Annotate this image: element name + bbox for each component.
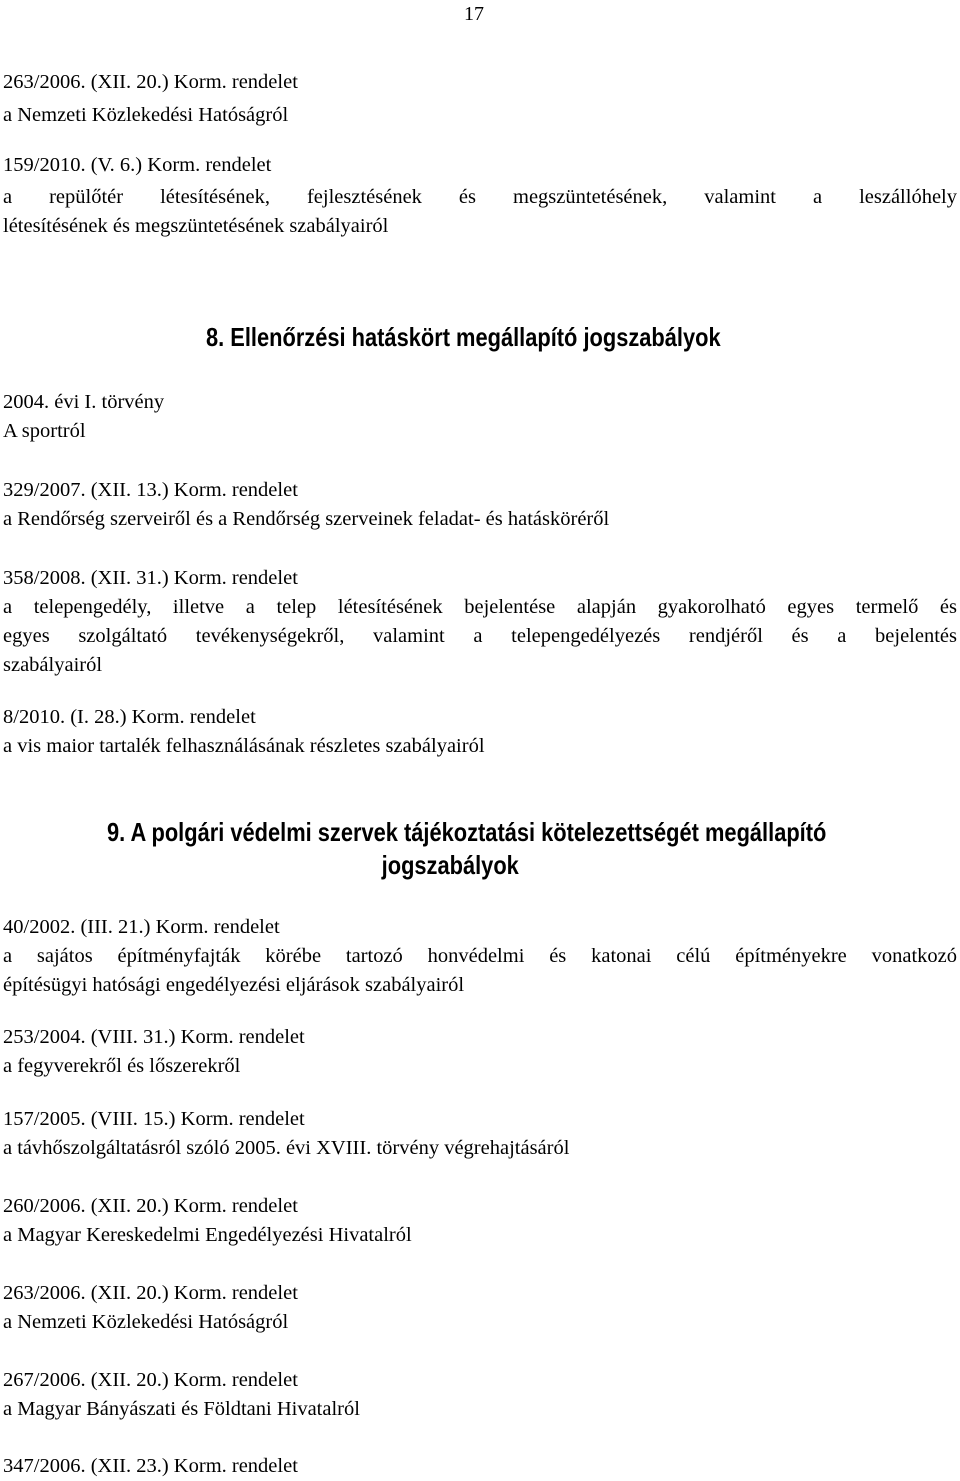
regulation-title: a távhőszolgáltatásról szóló 2005. évi XVIII. törvény végrehajtásáról	[3, 1137, 570, 1159]
regulation-title-line: építésügyi hatósági engedélyezési eljárások szabályairól	[3, 974, 465, 996]
regulation-title-line: létesítésének és megszüntetésének szabályairól	[3, 215, 389, 237]
regulation-title: a Rendőrség szerveiről és a Rendőrség szerveinek feladat- és hatásköréről	[3, 508, 610, 530]
regulation-reference: 347/2006. (XII. 23.) Korm. rendelet	[3, 1455, 298, 1477]
regulation-title: a Nemzeti Közlekedési Hatóságról	[3, 104, 289, 126]
regulation-title: a vis maior tartalék felhasználásának részletes szabályairól	[3, 735, 485, 757]
regulation-reference: 2004. évi I. törvény	[3, 391, 165, 413]
regulation-reference: 8/2010. (I. 28.) Korm. rendelet	[3, 706, 256, 728]
regulation-reference: 253/2004. (VIII. 31.) Korm. rendelet	[3, 1026, 305, 1048]
regulation-reference: 260/2006. (XII. 20.) Korm. rendelet	[3, 1195, 298, 1217]
regulation-title-line: a sajátos építményfajták körébe tartozó honvédelmi és katonai célú építményekre vonatkozó	[3, 945, 957, 967]
regulation-title: a fegyverekről és lőszerekről	[3, 1055, 241, 1077]
regulation-title-line: a telepengedély, illetve a telep létesítésének bejelentése alapján gyakorolható egyes termelő és	[3, 596, 957, 618]
regulation-reference: 263/2006. (XII. 20.) Korm. rendelet	[3, 71, 298, 93]
page-number: 17	[464, 3, 484, 25]
regulation-title-line: szabályairól	[3, 654, 103, 676]
regulation-reference: 263/2006. (XII. 20.) Korm. rendelet	[3, 1282, 298, 1304]
regulation-reference: 157/2005. (VIII. 15.) Korm. rendelet	[3, 1108, 305, 1130]
regulation-reference: 358/2008. (XII. 31.) Korm. rendelet	[3, 567, 298, 589]
regulation-reference: 40/2002. (III. 21.) Korm. rendelet	[3, 916, 280, 938]
regulation-title: a Magyar Bányászati és Földtani Hivatalról	[3, 1398, 360, 1420]
section-heading-9: 9. A polgári védelmi szervek tájékoztatási kötelezettségét megállapító	[107, 817, 827, 847]
regulation-title: A sportról	[3, 420, 86, 442]
regulation-title: a Nemzeti Közlekedési Hatóságról	[3, 1311, 289, 1333]
regulation-title-line: a repülőtér létesítésének, fejlesztésének és megszüntetésének, valamint a leszállóhely	[3, 186, 957, 208]
regulation-reference: 329/2007. (XII. 13.) Korm. rendelet	[3, 479, 298, 501]
regulation-title-line: egyes szolgáltató tevékenységekről, valamint a telepengedélyezés rendjéről és a bejelentés	[3, 625, 957, 647]
regulation-title: a Magyar Kereskedelmi Engedélyezési Hivatalról	[3, 1224, 412, 1246]
section-heading-9-continuation: jogszabályok	[381, 850, 519, 880]
regulation-reference: 159/2010. (V. 6.) Korm. rendelet	[3, 154, 272, 176]
regulation-reference: 267/2006. (XII. 20.) Korm. rendelet	[3, 1369, 298, 1391]
section-heading-8: 8. Ellenőrzési hatáskört megállapító jogszabályok	[206, 322, 721, 352]
